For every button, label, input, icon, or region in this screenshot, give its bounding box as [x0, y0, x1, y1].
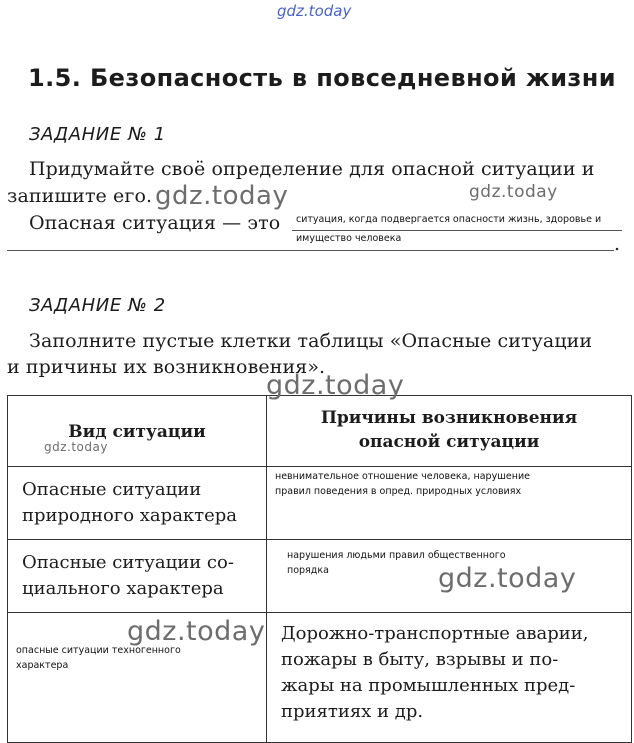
situation-type-line: Опасные ситуации — [22, 479, 202, 500]
watermark: gdz.today — [438, 563, 577, 594]
header-type-label: Вид ситуации — [68, 422, 206, 442]
section-title: 1.5. Безопасность в повседневной жизни — [28, 64, 616, 92]
situation-type-line: Опасные ситуации со- — [22, 552, 234, 573]
situation-cause-line: приятиях и др. — [281, 701, 424, 722]
situation-type-line: циального характера — [22, 578, 224, 599]
table-header-row — [8, 396, 632, 467]
top-watermark: gdz.today — [277, 2, 352, 20]
situation-cause-line: Дорожно-транспортные аварии, — [281, 623, 589, 644]
answer-line — [292, 230, 622, 231]
task1-instruction-line1: Придумайте своё определение для опасной ситуации и — [29, 158, 595, 180]
table-row — [8, 613, 632, 743]
table-row — [8, 467, 632, 540]
header-causes-line2: опасной ситуации — [358, 432, 540, 452]
situation-cause-line: нарушения людьми правил общественного — [287, 550, 506, 561]
watermark: gdz.today — [266, 370, 405, 401]
situation-cause-line: правил поведения в опред. природных условиях — [275, 486, 522, 497]
situation-cause-cell — [267, 467, 632, 540]
situation-type-line: характера — [16, 660, 69, 671]
task2-heading: ЗАДАНИЕ № 2 — [29, 295, 166, 316]
definition-period: . — [614, 233, 621, 255]
definition-answer-line1: ситуация, когда подвергается опасности жизнь, здоровье и — [296, 214, 602, 225]
situation-cause-line: порядка — [287, 565, 329, 576]
header-cell-causes — [267, 396, 632, 467]
definition-prefix: Опасная ситуация — это — [29, 212, 281, 234]
definition-answer-line2: имущество человека — [296, 233, 402, 244]
situation-cause-line: невнимательное отношение человека, нарушение — [275, 471, 530, 482]
watermark: gdz.today — [469, 182, 558, 202]
situation-cause-cell — [267, 613, 632, 743]
watermark: gdz.today — [44, 440, 108, 454]
watermark: gdz.today — [127, 616, 266, 647]
situation-type-line: природного характера — [22, 505, 238, 526]
task1-instruction-line2: запишите его. — [7, 185, 153, 207]
situation-cause-line: жары на промышленных пред- — [281, 675, 576, 696]
situation-cause-line: пожары в быту, взрывы и по- — [281, 649, 559, 670]
situation-type-line: опасные ситуации техногенного — [16, 645, 181, 656]
task1-heading: ЗАДАНИЕ № 1 — [29, 124, 166, 145]
header-cell-type — [8, 396, 267, 467]
watermark: gdz.today — [155, 181, 289, 211]
task2-instruction-line2: и причины их возникновения». — [7, 356, 326, 378]
answer-line — [7, 250, 614, 251]
task2-instruction-line1: Заполните пустые клетки таблицы «Опасные ситуации — [29, 330, 593, 352]
situation-type-cell — [8, 467, 267, 540]
header-causes-line1: Причины возникновения — [320, 408, 578, 428]
situation-type-cell — [8, 540, 267, 613]
